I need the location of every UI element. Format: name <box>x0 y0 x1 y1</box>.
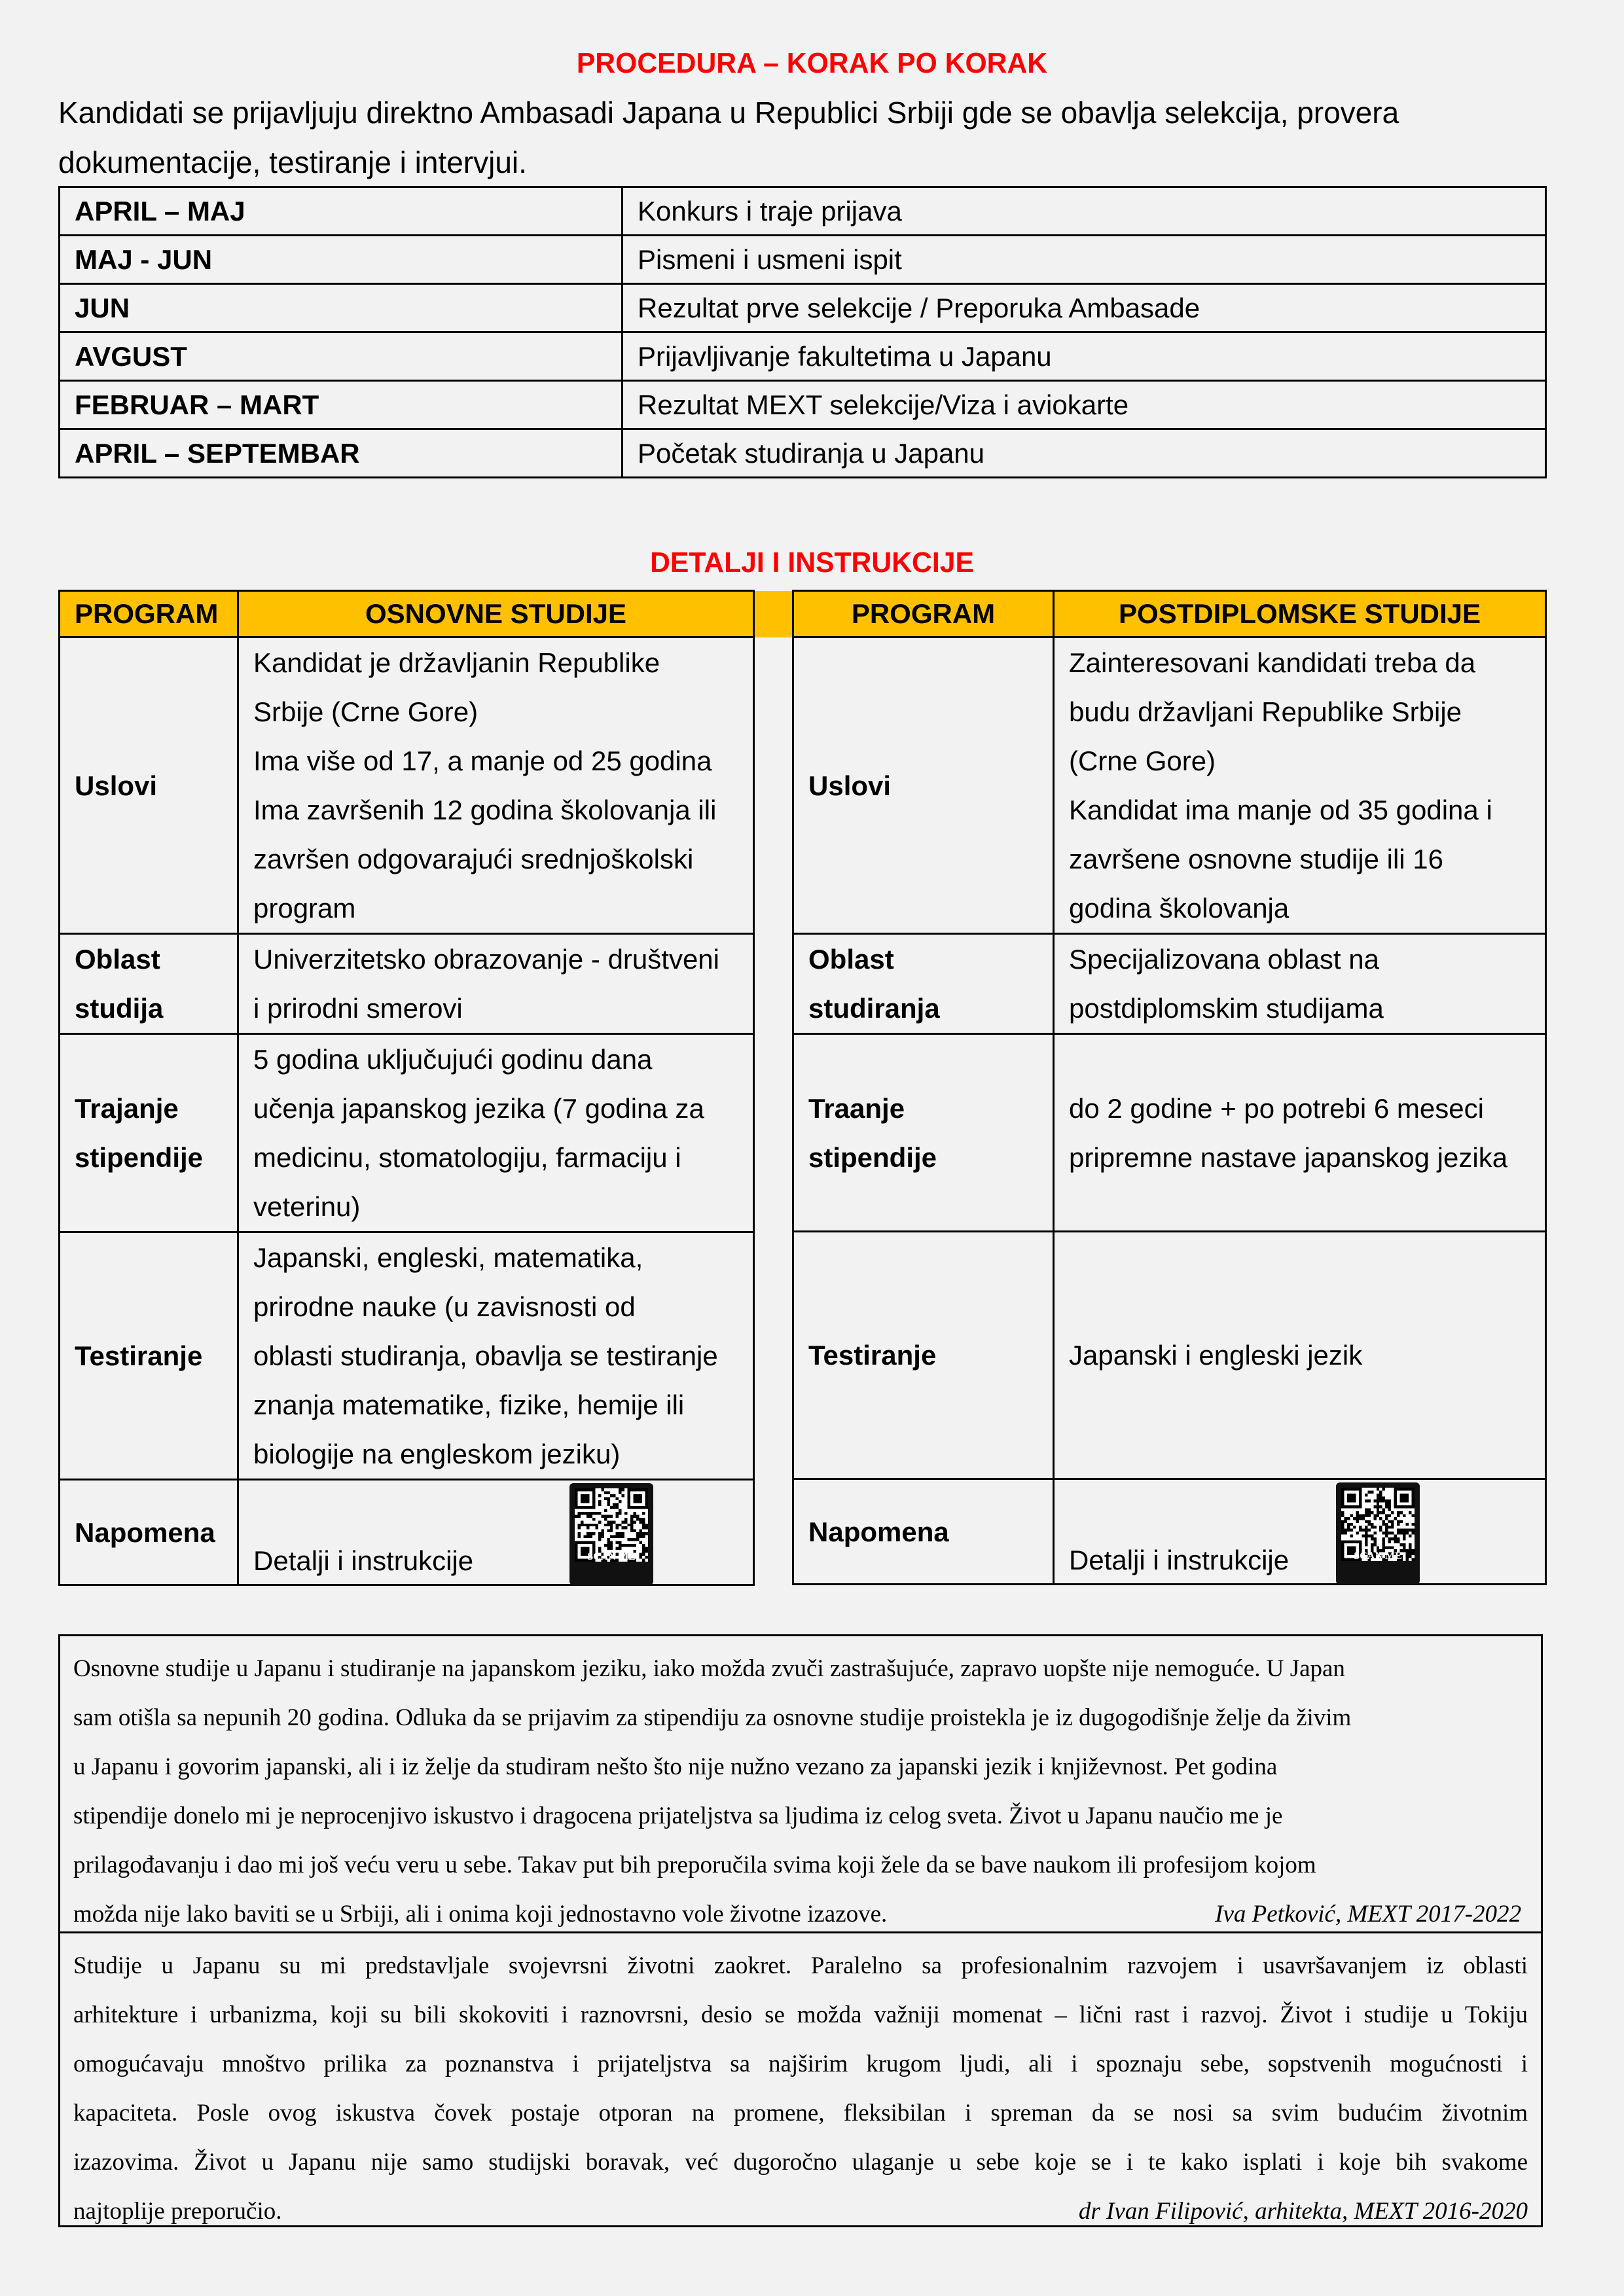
timeline-row <box>60 187 1546 236</box>
row-value <box>1054 1034 1546 1232</box>
timeline-activity: Rezultat MEXT selekcije/Viza i aviokarte <box>623 381 1546 429</box>
row-label: Napomena <box>793 1479 1054 1585</box>
table-row-oblast <box>60 934 754 1034</box>
testimonial-signature: Iva Petković, MEXT 2017-2022 <box>1215 1901 1521 1928</box>
table-row-napomena <box>60 1480 754 1585</box>
table-row-testiranje <box>60 1232 754 1480</box>
timeline-period: FEBRUAR – MART <box>60 381 623 429</box>
graduate-table <box>792 590 1547 1585</box>
row-value <box>238 1232 754 1480</box>
timeline-activity: Rezultat prve selekcije / Preporuka Ambasade <box>623 284 1546 332</box>
row-label: Testiranje <box>60 1232 238 1480</box>
row-value <box>1054 934 1546 1034</box>
row-label: Testiranje <box>793 1232 1054 1479</box>
table-row-testiranje <box>793 1232 1546 1479</box>
label-line: stipendije <box>808 1141 937 1173</box>
timeline-row <box>60 332 1546 381</box>
value-line: budu državljani Republike Srbije <box>1069 696 1462 727</box>
testimonial-line: kapaciteta. Posle ovog iskustva čovek postaje otporan na promene, fleksibilan i spreman da se nosi sa svim budućim životnim <box>73 2100 1528 2126</box>
label-line: stipendije <box>75 1142 204 1173</box>
label-line: Oblast <box>75 944 160 975</box>
timeline-period: JUN <box>60 284 623 332</box>
table-header-row <box>793 591 1546 637</box>
qr-caption: SCAN ME <box>1354 1551 1402 1562</box>
value-line: Zainteresovani kandidati treba da <box>1069 647 1476 678</box>
timeline-period: APRIL – MAJ <box>60 187 623 236</box>
value-line: godina školovanja <box>1069 893 1290 924</box>
value-line: i prirodni smerovi <box>253 993 463 1024</box>
label-line: studiranja <box>808 993 940 1024</box>
timeline-table <box>58 186 1547 478</box>
value-line: Ima završenih 12 godina školovanja ili <box>253 795 717 825</box>
value-line: Univerzitetsko obrazovanje - društveni <box>253 944 719 975</box>
value-line: znanja matematike, fizike, hemije ili <box>253 1390 685 1420</box>
row-value <box>1054 1232 1546 1479</box>
row-label <box>60 1034 238 1232</box>
value-line: veterinu) <box>253 1191 361 1222</box>
timeline-activity: Konkurs i traje prijava <box>623 187 1546 236</box>
table-row-oblast <box>793 934 1546 1034</box>
testimonial-line: sam otišla sa nepunih 20 godina. Odluka da se prijavim za stipendiju za osnovne studije proistekla je iz dugogodišnje želje da živim <box>73 1704 1352 1731</box>
value-line: biologije na engleskom jeziku) <box>253 1439 621 1469</box>
timeline-activity: Prijavljivanje fakultetima u Japanu <box>623 332 1546 381</box>
timeline-activity: Početak studiranja u Japanu <box>623 429 1546 478</box>
value-line: 5 godina uključujući godinu dana <box>253 1044 653 1075</box>
row-value <box>1054 637 1546 934</box>
table-row-uslovi <box>60 637 754 934</box>
header-gap-fill <box>755 591 792 637</box>
label-line: Trajanje <box>75 1093 179 1124</box>
table-row-trajanje <box>60 1034 754 1232</box>
row-label: Napomena <box>60 1480 238 1585</box>
details-title: DETALJI I INSTRUKCIJE <box>650 547 974 579</box>
value-line: (Crne Gore) <box>1069 745 1216 776</box>
testimonial-line: arhitekture i urbanizma, koji su bili skokoviti i raznovrsni, desio se možda važniji momenat – lični rast i razvoj. Život i studije u Tokiju <box>73 2001 1528 2028</box>
timeline-row <box>60 236 1546 284</box>
value-line: završen odgovarajući srednjoškolski <box>253 844 694 874</box>
qr-code-badge[interactable] <box>1336 1482 1420 1585</box>
undergraduate-table <box>58 590 755 1586</box>
table-row-napomena <box>793 1479 1546 1585</box>
timeline-row <box>60 429 1546 478</box>
value-line: oblasti studiranja, obavlja se testiranje <box>253 1340 718 1371</box>
procedure-title: PROCEDURA – KORAK PO KORAK <box>576 47 1048 79</box>
testimonial-line: Studije u Japanu su mi predstavljale svojevrsni životni zaokret. Paralelno sa profesionalnim razvojem i usavršavanjem iz oblasti <box>73 1952 1528 1979</box>
row-value <box>238 1034 754 1232</box>
label-line: Traanje <box>808 1092 905 1124</box>
instructions-link[interactable]: Detalji i instrukcije <box>253 1545 474 1576</box>
testimonial-line: izazovima. Život u Japanu nije samo studijski boravak, već dugoročno ulaganje u sebe koje se i te kako isplati i koje bih svakome <box>73 2149 1528 2176</box>
qr-code-badge[interactable] <box>569 1483 653 1585</box>
timeline-period: APRIL – SEPTEMBAR <box>60 429 623 478</box>
procedure-intro <box>58 88 1551 187</box>
row-label <box>793 1034 1054 1232</box>
row-label <box>793 934 1054 1034</box>
testimonial-line: omogućavaju mnoštvo prilika za poznanstva i prijateljstva sa najširim krugom ljudi, ali i spoznaju sebe, sopstvenih mogućnosti i <box>73 2051 1528 2077</box>
intro-line: dokumentacije, testiranje i intervjui. <box>58 145 527 179</box>
testimonial-signature: dr Ivan Filipović, arhitekta, MEXT 2016-2020 <box>1078 2198 1528 2225</box>
row-label <box>60 934 238 1034</box>
testimonial-ivan <box>58 1931 1543 2227</box>
value-line: program <box>253 893 356 924</box>
row-value <box>1054 1479 1546 1585</box>
timeline-row <box>60 284 1546 332</box>
value-line: postdiplomskim studijama <box>1069 993 1384 1024</box>
value-line: Kandidat ima manje od 35 godina i <box>1069 795 1492 825</box>
graduate-header: POSTDIPLOMSKE STUDIJE <box>1054 591 1546 637</box>
testimonial-line: Osnovne studije u Japanu i studiranje na japanskom jeziku, iako možda zvuči zastrašujuće, zapravo uopšte nije nemoguće. U Japan <box>73 1655 1345 1682</box>
value-line: Kandidat je državljanin Republike <box>253 647 660 678</box>
program-header: PROGRAM <box>793 591 1054 637</box>
value-line: Specijalizovana oblast na <box>1069 944 1379 975</box>
value-line: prirodne nauke (u zavisnosti od <box>253 1291 636 1322</box>
value-line: do 2 godine + po potrebi 6 meseci <box>1069 1092 1484 1124</box>
testimonial-line: stipendije donelo mi je neprocenjivo iskustvo i dragocena prijateljstva sa ljudima iz celog sveta. Život u Japanu naučio me je <box>73 1803 1283 1829</box>
testimonial-line: najtoplije preporučio. <box>73 2198 282 2225</box>
table-row-uslovi <box>793 637 1546 934</box>
row-value <box>238 637 754 934</box>
testimonial-line: prilagođavanju i dao mi još veću veru u sebe. Takav put bih preporučila svima koji žele da se bave naukom ili profesijom kojom <box>73 1852 1316 1878</box>
instructions-link[interactable]: Detalji i instrukcije <box>1069 1544 1290 1575</box>
row-label: Uslovi <box>793 637 1054 934</box>
qr-caption: SCAN ME <box>587 1551 636 1562</box>
table-header-row <box>60 591 754 637</box>
testimonial-line: u Japanu i govorim japanski, ali i iz želje da studiram nešto što nije nužno vezano za japanski jezik i književnost. Pet godina <box>73 1753 1278 1780</box>
timeline-period: MAJ - JUN <box>60 236 623 284</box>
undergraduate-header: OSNOVNE STUDIJE <box>238 591 754 637</box>
row-label: Uslovi <box>60 637 238 934</box>
value-line: Japanski, engleski, matematika, <box>253 1242 643 1273</box>
row-value <box>238 1480 754 1585</box>
value-line: završene osnovne studije ili 16 <box>1069 844 1444 874</box>
label-line: studija <box>75 993 164 1024</box>
value-line: Srbije (Crne Gore) <box>253 696 478 727</box>
value-line: pripremne nastave japanskog jezika <box>1069 1141 1508 1173</box>
row-value <box>238 934 754 1034</box>
timeline-row <box>60 381 1546 429</box>
table-row-trajanje <box>793 1034 1546 1232</box>
intro-line: Kandidati se prijavljuju direktno Ambasadi Japana u Republici Srbiji gde se obavlja selekcija, provera <box>58 96 1399 130</box>
value-line: Ima više od 17, a manje od 25 godina <box>253 745 712 776</box>
value-line: učenja japanskog jezika (7 godina za <box>253 1093 704 1124</box>
timeline-period: AVGUST <box>60 332 623 381</box>
label-line: Oblast <box>808 944 894 975</box>
testimonial-iva <box>58 1634 1543 1933</box>
value-line: medicinu, stomatologiju, farmaciju i <box>253 1142 681 1173</box>
program-header: PROGRAM <box>60 591 238 637</box>
timeline-activity: Pismeni i usmeni ispit <box>623 236 1546 284</box>
testimonial-last-line: možda nije lako baviti se u Srbiji, ali i onima koji jednostavno vole životne izazove. <box>73 1901 888 1928</box>
value-line: Japanski i engleski jezik <box>1069 1340 1363 1371</box>
